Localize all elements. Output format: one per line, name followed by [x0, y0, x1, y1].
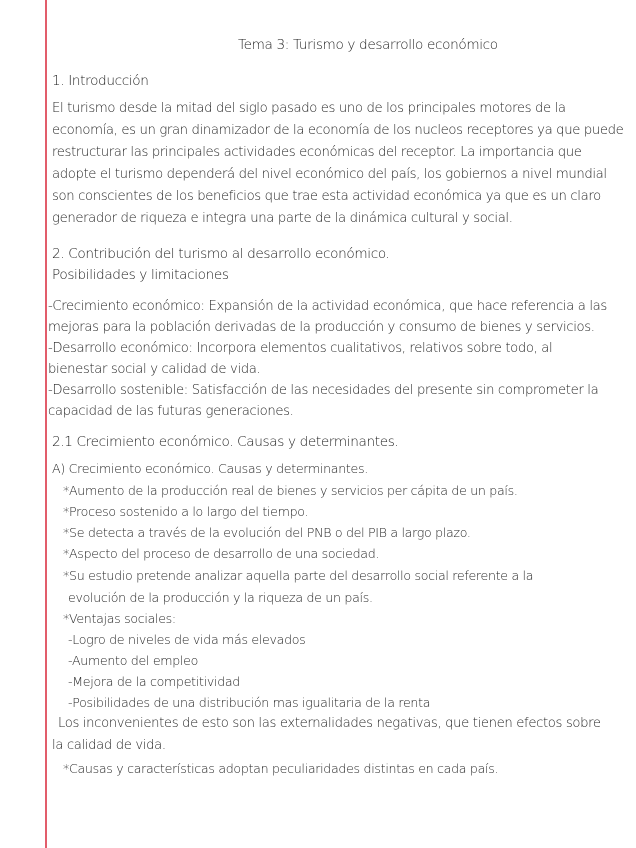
bullet-item: *Su estudio pretende analizar aquella parte del desarrollo social referente a la	[63, 568, 534, 583]
final-bullet: *Causas y características adoptan peculiaridades distintas en cada país.	[63, 761, 499, 776]
bullet-item: *Aspecto del proceso de desarrollo de una sociedad.	[63, 546, 380, 561]
section-2-1-heading: 2.1 Crecimiento económico. Causas y determinantes.	[52, 434, 399, 450]
definition-line: -Desarrollo económico: Incorpora elementos cualitativos, relativos sobre todo, al	[48, 341, 553, 356]
section-1-heading: 1. Introducción	[52, 73, 149, 89]
section-2-heading-line2: Posibilidades y limitaciones	[52, 267, 229, 283]
definition-line: -Crecimiento económico: Expansión de la actividad económica, que hace referencia a las	[48, 299, 607, 314]
bullet-item: *Ventajas sociales:	[63, 611, 176, 626]
definition-line: capacidad de las futuras generaciones.	[48, 404, 294, 419]
bullet-item: *Se detecta a través de la evolución del PNB o del PIB a largo plazo.	[63, 525, 471, 540]
definition-line: -Desarrollo sostenible: Satisfacción de las necesidades del presente sin comprometer la	[48, 383, 599, 398]
intro-line: restructurar las principales actividades económicas del receptor. La importancia que	[52, 145, 582, 160]
intro-line: generador de riqueza e integra una parte de la dinámica cultural y social.	[52, 211, 513, 226]
intro-line: son conscientes de los beneficios que trae esta actividad económica ya que es un claro	[52, 189, 601, 204]
intro-line: economía, es un gran dinamizador de la economía de los nucleos receptores ya que puede	[52, 123, 624, 138]
inconvenience-line: Los inconvenientes de esto son las externalidades negativas, que tienen efectos sobre	[58, 716, 601, 731]
bullet-item-continuation: evolución de la producción y la riqueza de un país.	[68, 590, 373, 605]
bullet-item: *Aumento de la producción real de bienes y servicios per cápita de un país.	[63, 483, 518, 498]
intro-line: El turismo desde la mitad del siglo pasado es uno de los principales motores de la	[52, 101, 566, 116]
page-title: Tema 3: Turismo y desarrollo económico	[238, 37, 498, 53]
intro-line: adopte el turismo dependerá del nivel económico del país, los gobiernos a nivel mundial	[52, 167, 607, 182]
definition-line: bienestar social y calidad de vida.	[48, 362, 261, 377]
advantage-item: -Posibilidades de una distribución mas igualitaria de la renta	[68, 695, 431, 710]
advantage-item: -Mejora de la competitividad	[68, 674, 240, 689]
subheading-a: A) Crecimiento económico. Causas y determinantes.	[52, 461, 368, 476]
advantage-item: -Logro de niveles de vida más elevados	[68, 632, 306, 647]
inconvenience-line: la calidad de vida.	[52, 738, 166, 753]
section-2-heading: 2. Contribución del turismo al desarrollo económico.	[52, 246, 390, 262]
definition-line: mejoras para la población derivadas de la producción y consumo de bienes y servicios.	[48, 320, 595, 335]
bullet-item: *Proceso sostenido a lo largo del tiempo.	[63, 504, 309, 519]
advantage-item: -Aumento del empleo	[68, 653, 199, 668]
